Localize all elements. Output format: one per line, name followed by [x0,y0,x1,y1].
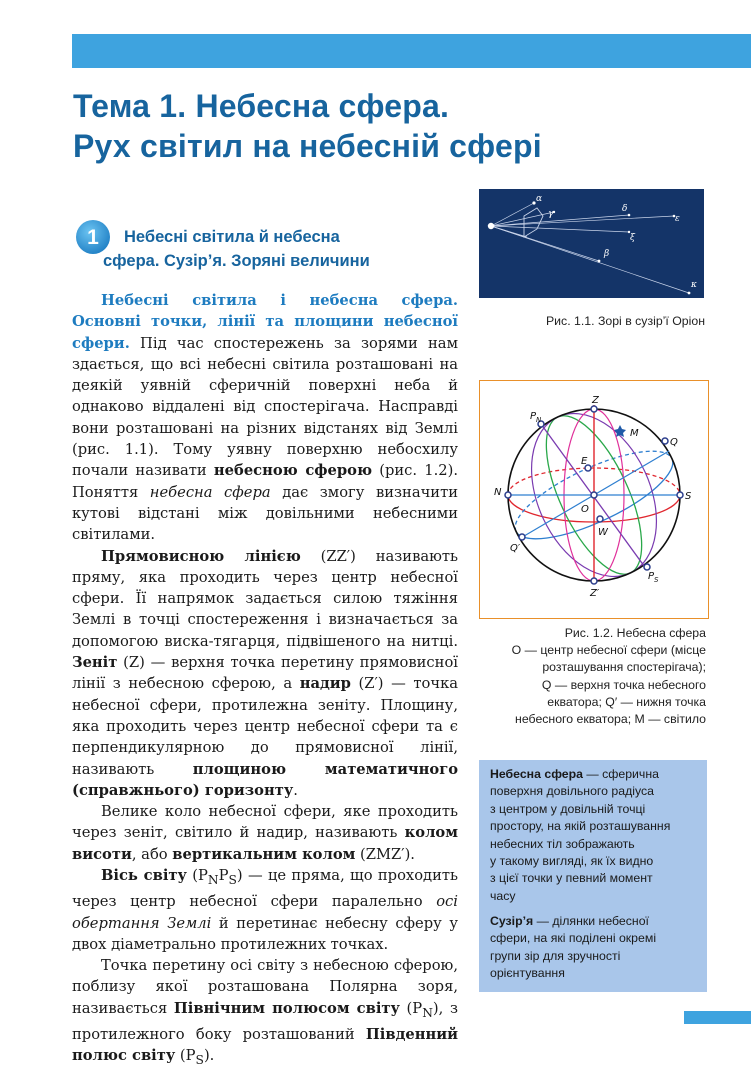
paragraph-4 [72,865,458,955]
paragraph-5 [72,955,458,1071]
paragraph-1 [72,290,458,546]
section-title [103,225,370,273]
definition-line: у такому вигляді, як їх видно [490,854,654,869]
label-M: M [630,428,639,439]
label-Z: Z [592,395,599,406]
subscript: N [207,872,219,887]
term-horizon-plane: площиною математичного (справжнього) горизонту [72,760,459,799]
text-run: й перетинає небесну сферу у двох діаметрально протилежних точках. [72,914,458,953]
star-label-delta: δ [622,204,628,214]
definition-term: Небесна сфера [490,767,583,781]
subheading: Небесні світила і небесна сфера. Основні точки, лінії та площини небесної сфери. [72,292,458,352]
star-label-epsilon: ε [675,214,680,224]
subscript: S [228,872,237,887]
text-run: (Z) — верхня точка перетину прямовисної лінії з небесною сферою, а [72,654,458,693]
text-run: ) — це пряма, що проходить через центр небесної сфери паралельно [72,867,458,911]
label-S: S [685,491,692,502]
label-Q-prime: Q′ [510,543,521,554]
definitions-box [479,760,707,992]
text-run: (P [186,867,208,885]
caption-line: Рис. 1.2. Небесна сфера [564,626,706,640]
definition-line [490,913,705,930]
paragraph-3 [72,801,458,865]
star-label-alpha: α [536,194,543,204]
title-line-1: Тема 1. Небесна сфера. [73,88,450,124]
definition-line: з центром у довільній точці [490,801,646,816]
definition-text: — ділянки небесної [533,914,649,928]
text-run: P [218,867,229,885]
term-earth-axis: осі обертання Землі [72,893,458,932]
section-number: 1 [87,226,99,249]
label-Z-prime: Z′ [590,588,600,599]
figure-2-caption [470,625,706,728]
definition-line: поверхня довільного радіуса [490,784,654,799]
text-run: (P [175,1047,196,1065]
label-N: N [494,487,502,498]
text-run: . [293,781,298,799]
text-run: Велике коло небесної сфери, яке проходить через зеніт, світило й надир, називають [72,803,458,842]
term-celestial-sphere: небесною сферою [213,462,373,480]
text-run: (рис. 1.2). Поняття [72,462,459,501]
term-nadir: надир [299,675,351,693]
header-bar [72,34,751,68]
title-line-2: Рух світил на небесній сфері [73,128,542,164]
section-title-line-1: Небесні світила й небесна [124,228,340,246]
term-altitude-circle: колом висоти [72,824,458,863]
paragraph-2 [72,546,458,802]
definition-line: небесних тіл зображають [490,836,635,851]
label-Q: Q [670,437,678,448]
star-label-xi: ξ [630,233,635,243]
subscript: N [422,1005,433,1020]
term-north-pole: Північним полюсом світу [173,999,400,1017]
definition-line: з цієї точки у певний момент [490,871,653,886]
definition-line: сфери, на які поділені окремі [490,931,657,946]
body-text [72,290,458,1072]
label-O: O [581,504,589,515]
label-PN: $P_N$ [530,411,542,424]
term-vertical-circle: вертикальним колом [172,845,356,863]
text-run: дає змогу визначити кутові відстані між довільними небесними світилами. [72,483,458,544]
caption-line: розташування спостерігача); [542,660,706,675]
caption-line: екватора; Q′ — нижня точка [547,694,706,709]
text-run: , або [131,845,173,863]
caption-line: небесного екватора; M — світило [515,712,706,727]
text-run: Під час спостережень за зорями нам здається, що всі небесні світила розташовані на деякій уявній сферичній поверхні неба й однаково віддалені від спостерігача. Насправді вони розташовані на різних відстанях від Землі (рис. 1.1). Тому уявну поверхню небосхилу почали називати [72,334,458,480]
orion-figure [479,189,704,298]
text-run: ), з протилежного боку розташований [72,999,458,1043]
caption-line: Q — верхня точка небесного [541,677,706,692]
star-label-beta: β [604,249,610,259]
text-run: (ZMZ′). [355,845,415,863]
celestial-sphere-figure [479,380,709,619]
term-italic: небесна сфера [149,483,271,501]
footer-bar [684,1011,751,1024]
term-plumb-line: Прямовисною лінією [101,547,301,565]
text-run: (ZZ′) називають пряму, яка проходить через центр небесної сфери. Її напрямок задається силою тяжіння Землі в точці спостереження і визначається за допомогою виска-тягарця, підвішеного на нитці. [72,547,459,650]
definition-line: простору, на якій розташування [490,819,671,834]
term-world-axis: Вісь світу [101,867,187,885]
definition-line [490,766,705,783]
text-run: Точка перетину осі світу з небесною сферою, поблизу якої розташована Полярна зоря, називається [72,957,458,1017]
page-title [73,86,542,166]
caption-line: O — центр небесної сфери (місце [511,643,706,658]
section-title-line-2: сфера. Сузір’я. Зоряні величини [103,252,370,270]
term-zenith: Зеніт [72,654,118,672]
figure-1-caption: Рис. 1.1. Зорі в сузір’ї Оріон [545,314,705,328]
text-run: ). [203,1047,215,1065]
definition-line: групи зір для зручності [490,948,621,963]
label-E: E [581,456,588,467]
definition-line: орієнтування [490,966,565,981]
star-label-gamma: γ [548,209,554,219]
subscript: S [195,1053,204,1068]
text-run: (P [399,999,423,1017]
definition-constellation [490,913,705,983]
term-south-pole: Південний полюс світу [72,1025,458,1065]
definition-term: Сузір’я [490,914,534,928]
label-PS: $P_S$ [648,571,659,584]
label-W: W [598,527,608,538]
definition-text: — сферична [582,767,659,781]
definition-line: часу [490,888,516,903]
star-label-kappa: κ [691,280,697,290]
text-run: (Z′) — точка небесної сфери, протилежна зеніту. Площину, яка проходить через центр небесної сфери та є перпендикулярною до прямовисної лінії, називають [72,675,459,778]
definition-celestial-sphere [490,766,705,905]
